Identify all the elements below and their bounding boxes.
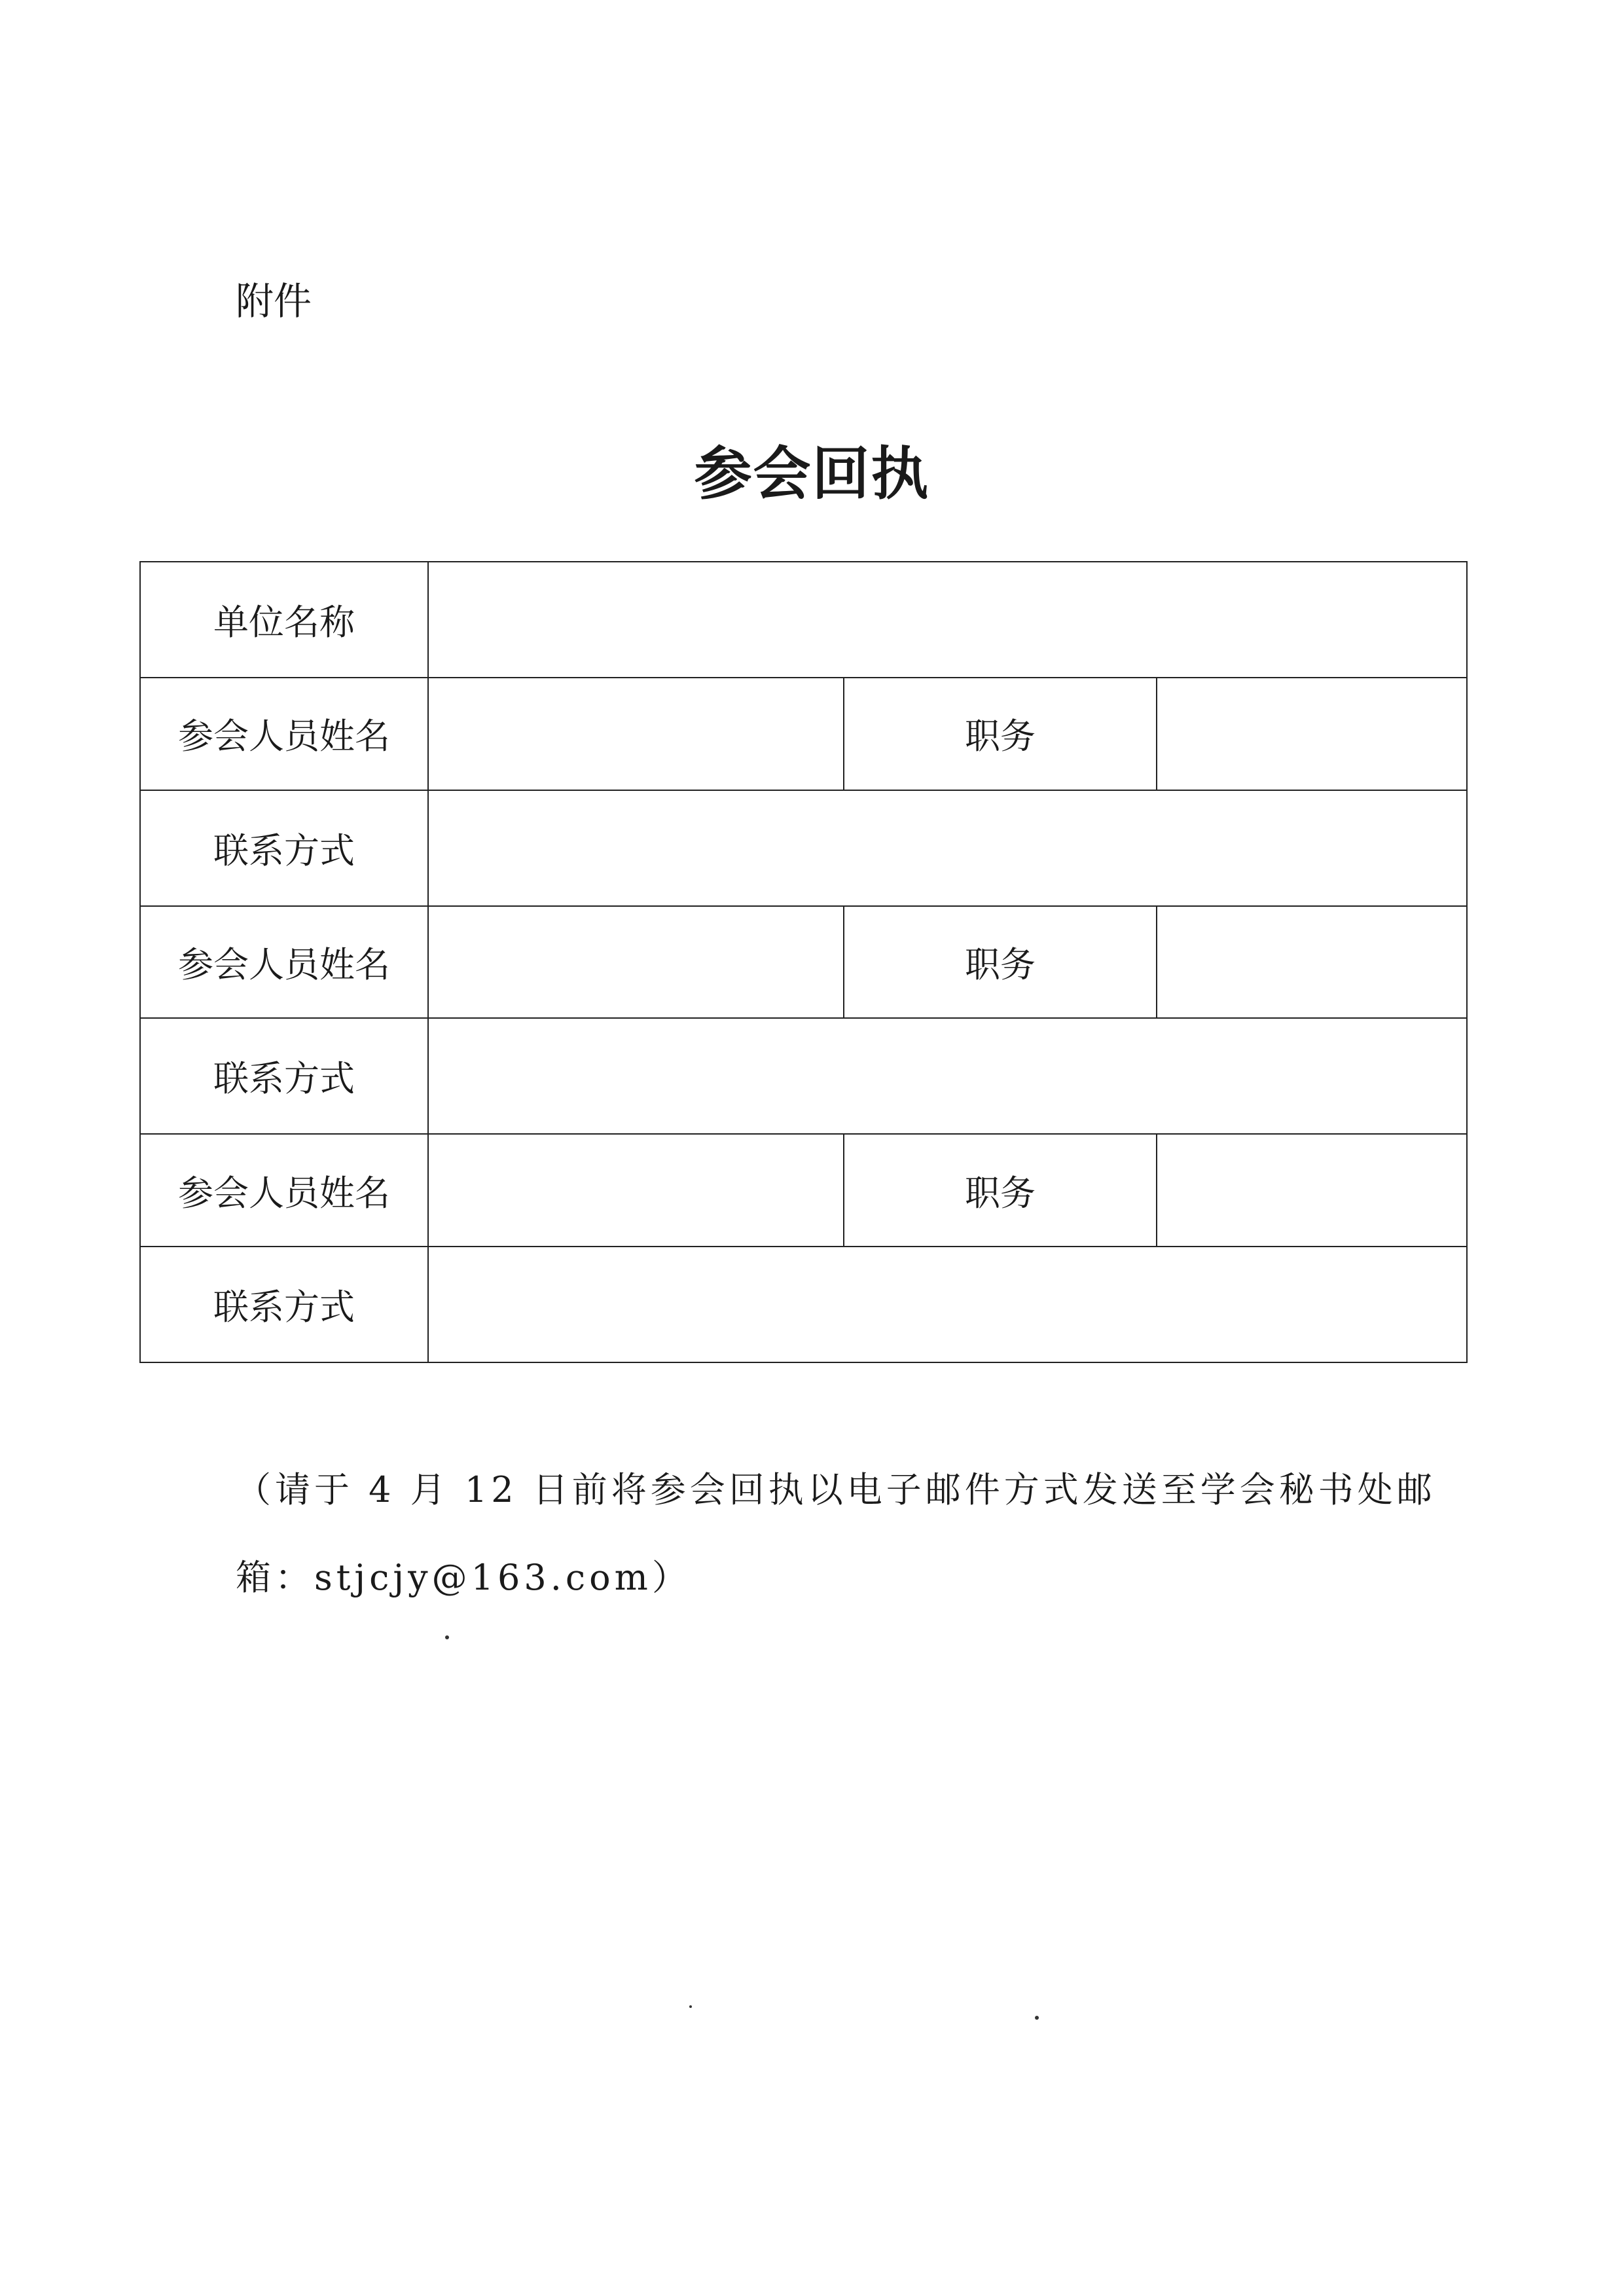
position-field-2[interactable] — [1157, 906, 1467, 1018]
table-row-org — [140, 562, 1467, 678]
position-field-1[interactable] — [1157, 678, 1467, 790]
attendee-name-field-3[interactable] — [428, 1134, 844, 1246]
position-field-3[interactable] — [1157, 1134, 1467, 1246]
scan-speck — [1035, 2016, 1039, 2020]
contact-field-3[interactable] — [428, 1247, 1467, 1362]
position-label: 职务 — [844, 1134, 1157, 1246]
table-row-attendee-2 — [140, 906, 1467, 1018]
contact-label: 联系方式 — [140, 790, 428, 906]
attendee-name-label: 参会人员姓名 — [140, 906, 428, 1018]
submission-note-line2: 箱：stjcjy@163.com） — [236, 1557, 691, 1598]
table-row-attendee-1 — [140, 678, 1467, 790]
org-name-field[interactable] — [428, 562, 1467, 678]
attendee-name-label: 参会人员姓名 — [140, 1134, 428, 1246]
table-row-attendee-3 — [140, 1134, 1467, 1246]
page-title: 参会回执 — [694, 439, 930, 507]
attachment-label: 附件 — [236, 279, 312, 323]
scan-speck — [445, 1635, 449, 1639]
submission-note-line1: （请于 4 月 12 日前将参会回执以电子邮件方式发送至学会秘书处邮 — [236, 1469, 1436, 1510]
contact-field-2[interactable] — [428, 1018, 1467, 1134]
table-row-contact-2 — [140, 1018, 1467, 1134]
attendee-name-field-1[interactable] — [428, 678, 844, 790]
position-label: 职务 — [844, 678, 1157, 790]
scan-speck — [689, 2005, 692, 2008]
position-label: 职务 — [844, 906, 1157, 1018]
contact-label: 联系方式 — [140, 1018, 428, 1134]
contact-label: 联系方式 — [140, 1247, 428, 1362]
attendee-name-label: 参会人员姓名 — [140, 678, 428, 790]
attendee-name-field-2[interactable] — [428, 906, 844, 1018]
reply-form-table — [139, 561, 1468, 1363]
table-row-contact-1 — [140, 790, 1467, 906]
org-name-label: 单位名称 — [140, 562, 428, 678]
table-row-contact-3 — [140, 1247, 1467, 1362]
contact-field-1[interactable] — [428, 790, 1467, 906]
